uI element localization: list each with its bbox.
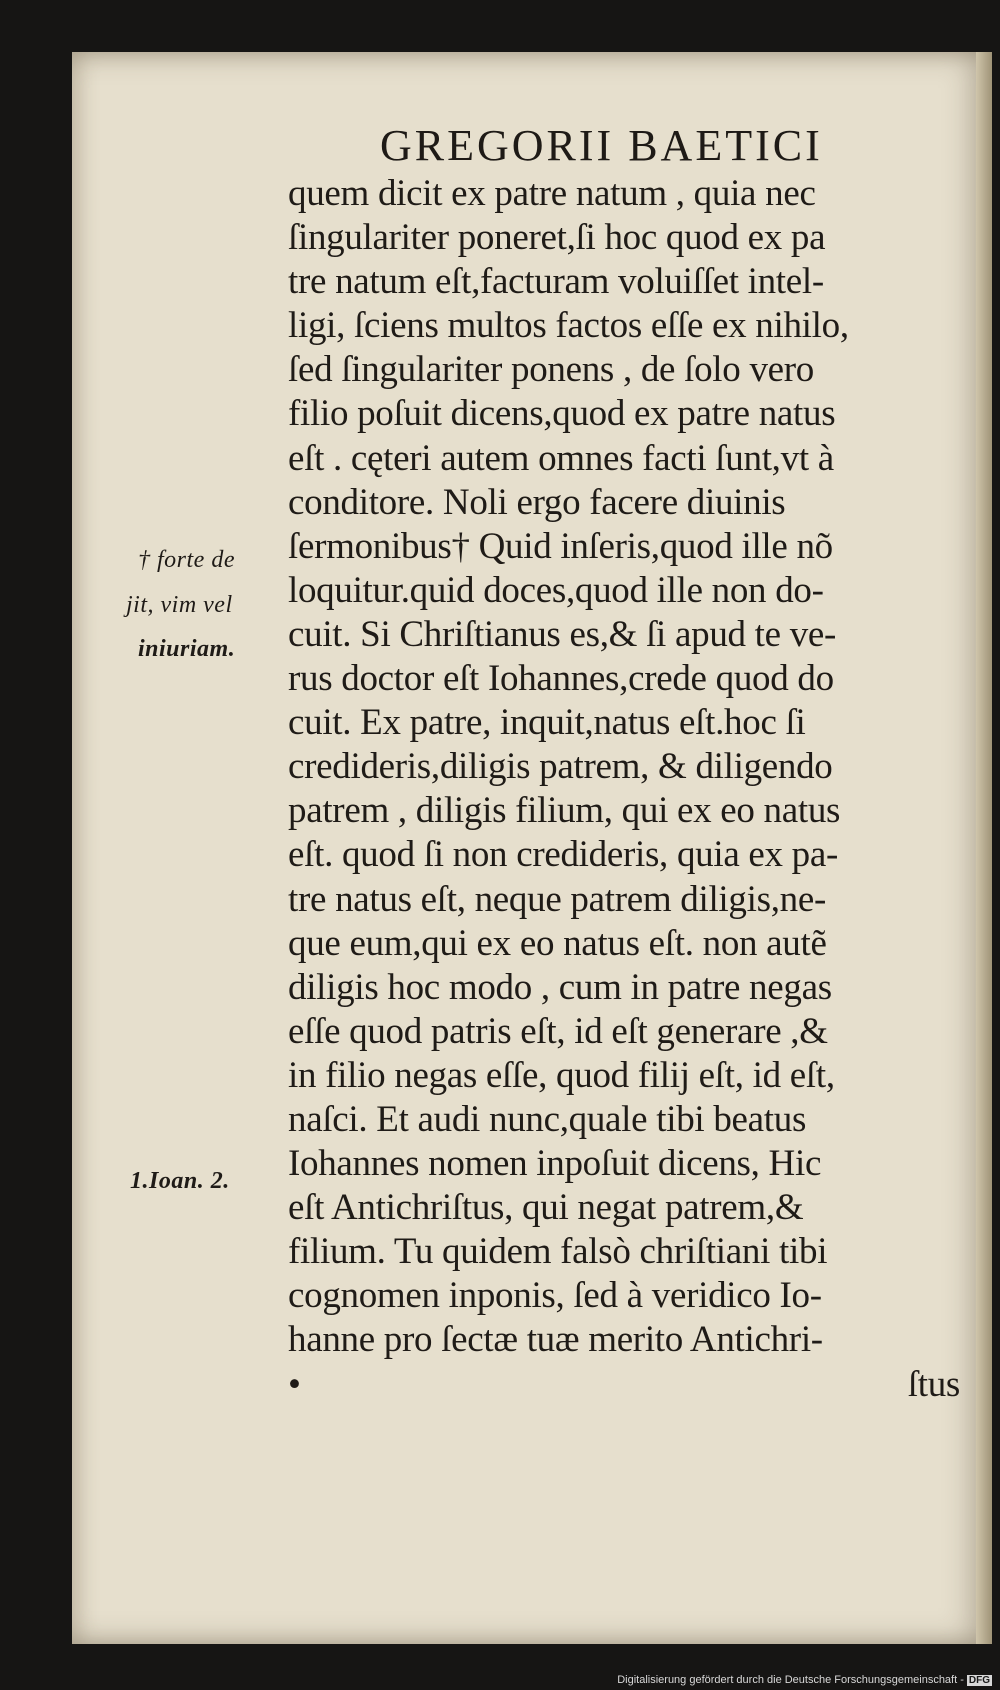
text-line: hanne pro ſectæ tuæ merito Antichri-: [288, 1319, 823, 1361]
text-line: filium. Tu quidem falsò chriſtiani tibi: [288, 1231, 828, 1273]
text-line: cognomen inponis, ſed à veridico Io-: [288, 1275, 822, 1317]
text-line: diligis hoc modo , cum in patre negas: [288, 966, 832, 1008]
text-line: ſermonibus† Quid inſeris,quod ille nõ: [288, 525, 833, 567]
text-line: tre natum eſt,facturam voluiſſet intel-: [288, 261, 824, 303]
margin-note: † forte de: [138, 547, 235, 573]
catchword-dot: •: [288, 1363, 301, 1405]
text-line: in filio negas eſſe, quod filij eſt, id eſt,: [288, 1054, 835, 1096]
body-text: [288, 172, 978, 1407]
footer-text: Digitalisierung gefördert durch die Deutsche Forschungsgemeinschaft -: [617, 1674, 964, 1686]
text-line: ligi, ſciens multos factos eſſe ex nihilo,: [288, 305, 849, 347]
text-line: rus doctor eſt Iohannes,crede quod do: [288, 658, 834, 700]
text-line: conditore. Noli ergo facere diuinis: [288, 481, 786, 523]
text-line: Iohannes nomen inpoſuit dicens, Hic: [288, 1143, 822, 1185]
digitization-footer: [617, 1674, 992, 1686]
margin-note: jit, vim vel: [126, 592, 233, 618]
catchword-line: [288, 1363, 978, 1407]
text-line: tre natus eſt, neque patrem diligis,ne-: [288, 878, 826, 920]
text-line: cuit. Si Chriſtianus es,& ſi apud te ve-: [288, 613, 837, 655]
text-line: eſt. quod ſi non credideris, quia ex pa-: [288, 834, 839, 876]
text-line: eſt . cęteri autem omnes facti ſunt,vt à: [288, 437, 834, 479]
text-line: que eum,qui ex eo natus eſt. non autẽ: [288, 922, 827, 964]
text-line: eſt Antichriſtus, qui negat patrem,&: [288, 1187, 804, 1229]
text-line: ſingulariter poneret,ſi hoc quod ex pa: [288, 217, 826, 259]
text-line: loquitur.quid doces,quod ille non do-: [288, 569, 824, 611]
running-head: GREGORII BAETICI: [380, 121, 823, 170]
dfg-logo: DFG: [968, 1675, 990, 1686]
text-line: quem dicit ex patre natum , quia nec: [288, 173, 816, 214]
page-edge: [976, 52, 992, 1644]
text-line: naſci. Et audi nunc,quale tibi beatus: [288, 1098, 807, 1140]
margin-note-reference: 1.Ioan. 2.: [130, 1168, 230, 1194]
text-line: credideris,diligis patrem, & diligendo: [288, 746, 833, 788]
text-line: ſed ſingulariter ponens , de ſolo vero: [288, 349, 814, 391]
text-line: eſſe quod patris eſt, id eſt generare ,&: [288, 1010, 828, 1052]
margin-note: iniuriam.: [138, 636, 236, 662]
text-line: cuit. Ex patre, inquit,natus eſt.hoc ſi: [288, 702, 806, 744]
text-line: patrem , diligis filium, qui ex eo natus: [288, 790, 841, 832]
catchword: ſtus: [907, 1363, 960, 1405]
text-line: filio poſuit dicens,quod ex patre natus: [288, 393, 836, 435]
